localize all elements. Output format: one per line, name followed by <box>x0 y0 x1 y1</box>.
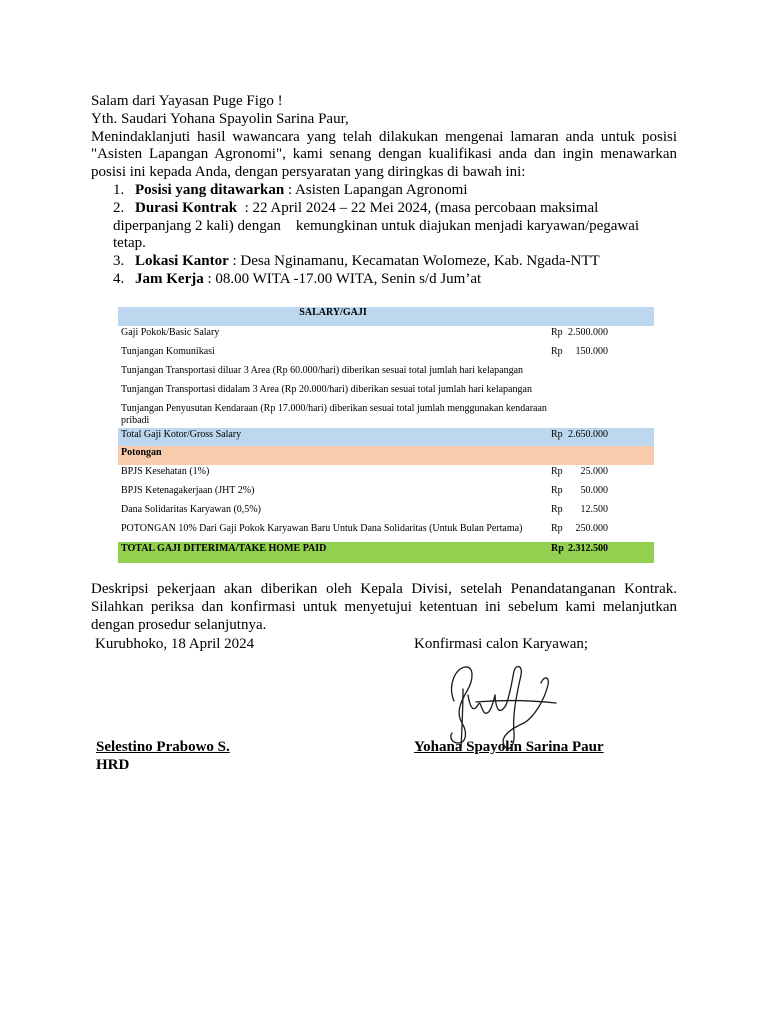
closing-paragraph <box>91 581 677 634</box>
intro-line: "Asisten Lapangan Agronomi", kami senang dengan kualifikasi anda dan ingin menawarkan <box>91 146 677 163</box>
amount-value: 2.312.500 <box>568 543 608 554</box>
amount-value: 2.500.000 <box>568 327 608 338</box>
term-label: Posisi yang ditawarkan <box>135 181 285 198</box>
intro-line: posisi ini kepada Anda, dengan persyaratan yang diringkas di bawah ini: <box>91 164 526 181</box>
row-amount <box>548 384 654 402</box>
greeting: Salam dari Yayasan Puge Figo ! <box>91 93 283 109</box>
closing-line: Deskripsi pekerjaan akan diberikan oleh Kepala Divisi, setelah Penandatanganan Kontrak. <box>91 581 677 597</box>
currency: Rp <box>551 543 564 554</box>
hrd-name: Selestino Prabowo S. <box>96 739 230 755</box>
term-label: Jam Kerja <box>135 270 204 287</box>
net-total-row <box>118 542 654 563</box>
currency: Rp <box>551 485 563 496</box>
letter-body <box>91 93 677 289</box>
deduction-row <box>118 503 654 522</box>
currency: Rp <box>551 504 563 515</box>
row-amount <box>548 466 654 484</box>
closing-line: dengan prosedur selanjutnya. <box>91 616 267 633</box>
closing-line: Silahkan periksa dan konfirmasi untuk menyetujui ketentuan ini sebelum kami melanjutkan <box>91 598 677 615</box>
hrd-title: HRD <box>96 757 130 773</box>
deduction-row <box>118 484 654 503</box>
term-item-location <box>91 253 677 271</box>
row-amount <box>548 447 654 465</box>
salary-row <box>118 345 654 364</box>
deduction-row <box>118 522 654 542</box>
row-amount <box>548 365 654 383</box>
amount-value: 25.000 <box>580 466 608 477</box>
amount-value: 150.000 <box>575 346 608 357</box>
row-label: Gaji Pokok/Basic Salary <box>121 327 220 338</box>
row-label: Potongan <box>121 447 162 458</box>
amount-value: 12.500 <box>580 504 608 515</box>
row-amount <box>548 429 654 446</box>
row-label: POTONGAN 10% Dari Gaji Pokok Karyawan Baru Untuk Dana Solidaritas (Untuk Bulan Pertama) <box>121 523 523 534</box>
deductions-header-row <box>118 446 654 465</box>
place-date: Kurubhoko, 18 April 2024 <box>95 636 255 652</box>
currency: Rp <box>551 523 563 534</box>
salary-header-row <box>118 307 654 326</box>
currency: Rp <box>551 327 563 338</box>
term-value: : Desa Nginamanu, Kecamatan Wolomeze, Kab. Ngada-NTT <box>228 253 600 270</box>
intro-line: Menindaklanjuti hasil wawancara yang telah dilakukan mengenai lamaran anda untuk posisi <box>91 128 677 145</box>
currency: Rp <box>551 466 563 477</box>
row-label: Tunjangan Transportasi diluar 3 Area (Rp 60.000/hari) diberikan sesuai total jumlah hari kelapangan <box>121 365 524 376</box>
row-amount <box>548 504 654 522</box>
term-number: 1. <box>113 181 125 198</box>
row-amount <box>548 327 654 345</box>
row-label: Tunjangan Transportasi didalam 3 Area (Rp 20.000/hari) diberikan sesuai total jumlah hari kelapangan <box>121 384 532 395</box>
salary-table <box>118 307 654 563</box>
salary-header-label: SALARY/GAJI <box>299 307 367 318</box>
term-number: 2. <box>113 199 125 216</box>
salary-row <box>118 326 654 345</box>
row-amount <box>548 523 654 542</box>
amount-value: 2.650.000 <box>568 429 608 440</box>
term-value: : 22 April 2024 – 22 Mei 2024, (masa percobaan maksimal <box>237 199 599 216</box>
row-amount <box>548 403 654 428</box>
currency: Rp <box>551 429 563 440</box>
term-number: 4. <box>113 270 125 287</box>
row-label: BPJS Kesehatan (1%) <box>121 466 210 477</box>
row-amount <box>548 485 654 503</box>
confirmation-label: Konfirmasi calon Karyawan; <box>414 636 589 652</box>
amount-value: 250.000 <box>575 523 608 534</box>
term-value-continuation: diperpanjang 2 kali) dengan kemungkinan untuk diajukan menjadi karyawan/pegawai <box>113 217 640 234</box>
row-label: Total Gaji Kotor/Gross Salary <box>121 429 242 440</box>
term-label: Lokasi Kantor <box>135 253 229 270</box>
row-label: BPJS Ketenagakerjaan (JHT 2%) <box>121 485 255 496</box>
term-item-duration <box>91 200 677 218</box>
term-value: : Asisten Lapangan Agronomi <box>284 181 468 198</box>
row-amount <box>548 346 654 364</box>
salary-row <box>118 364 654 383</box>
row-label: Dana Solidaritas Karyawan (0,5%) <box>121 504 261 515</box>
currency: Rp <box>551 346 563 357</box>
salary-row <box>118 402 654 428</box>
handwritten-signature <box>440 655 565 755</box>
salary-row <box>118 383 654 402</box>
term-value: : 08.00 WITA -17.00 WITA, Senin s/d Jum’at <box>203 270 482 287</box>
candidate-name: Yohana Spayolin Sarina Paur <box>414 739 604 755</box>
row-label-line: Tunjangan Penyusutan Kendaraan (Rp 17.000/hari) diberikan sesuai total jumlah menggunakan kendaraan <box>121 403 547 414</box>
row-amount <box>548 307 654 326</box>
amount-value: 50.000 <box>580 485 608 496</box>
row-label <box>118 403 548 428</box>
row-label-line: pribadi <box>121 415 150 426</box>
deduction-row <box>118 465 654 484</box>
row-label: Tunjangan Komunikasi <box>121 346 215 357</box>
term-item-position <box>91 182 677 200</box>
row-label: TOTAL GAJI DITERIMA/TAKE HOME PAID <box>121 543 327 554</box>
term-label: Durasi Kontrak <box>135 199 238 216</box>
term-value-continuation: tetap. <box>113 235 146 252</box>
term-number: 3. <box>113 253 125 270</box>
row-amount <box>548 543 654 563</box>
term-item-hours <box>91 271 677 289</box>
gross-total-row <box>118 428 654 446</box>
addressee: Yth. Saudari Yohana Spayolin Sarina Paur, <box>91 110 349 127</box>
